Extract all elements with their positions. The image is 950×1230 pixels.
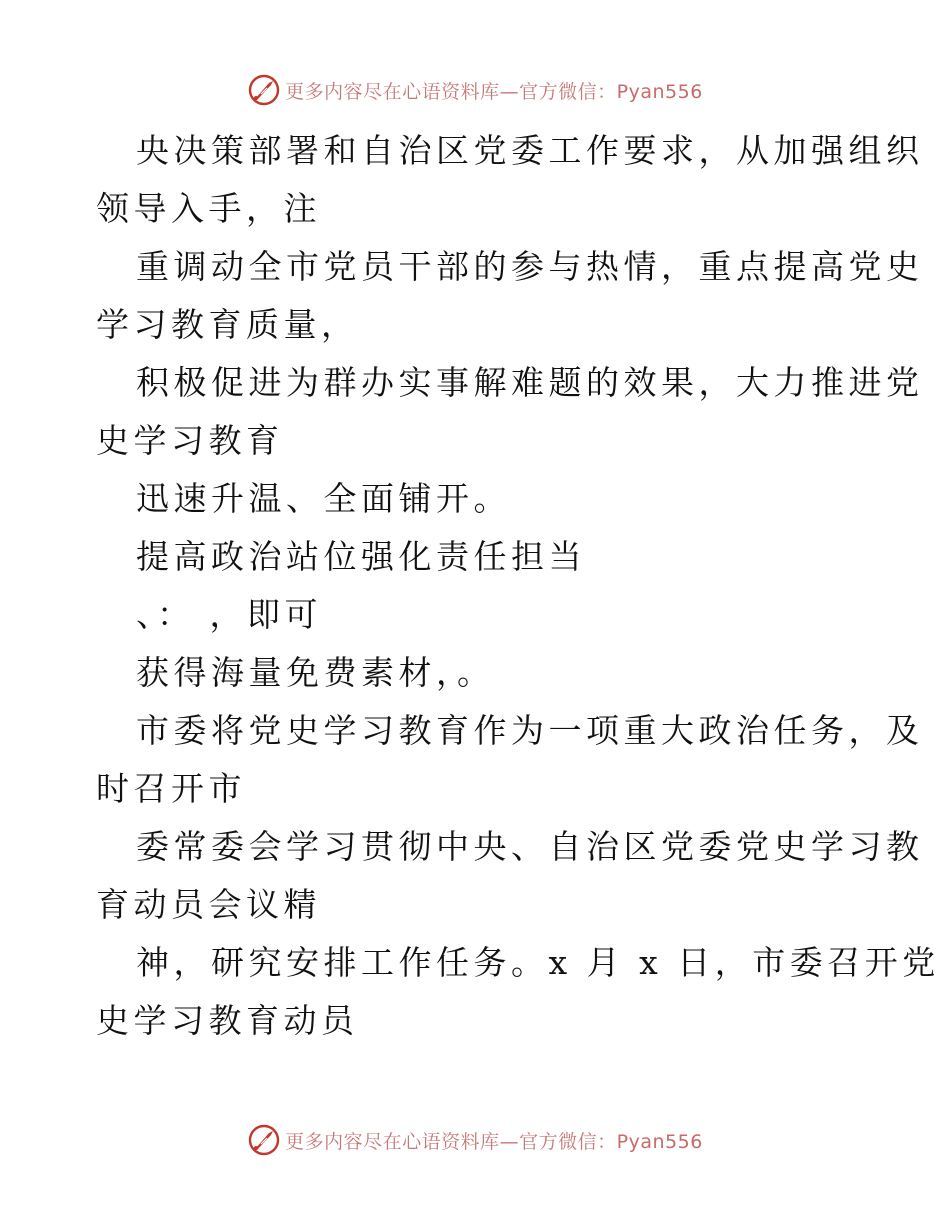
body-line: 、： ，即可: [136, 595, 322, 634]
footer-banner-wechat-id: Pyan556: [616, 1130, 703, 1153]
header-banner-wechat-id: Pyan556: [616, 80, 703, 103]
quill-pen-circle-icon: [247, 1123, 281, 1157]
body-line: 史学习教育动员: [96, 1001, 359, 1040]
body-line: 积极促进为群办实事解难题的效果，大力推进党: [136, 363, 924, 402]
body-line: 时召开市: [96, 769, 246, 808]
header-banner-cn: 更多内容尽在心语资料库—官方微信：: [285, 80, 617, 103]
document-body: [96, 122, 940, 1050]
body-line: 重调动全市党员干部的参与热情，重点提高党史: [136, 247, 924, 286]
quill-pen-circle-icon: [247, 73, 281, 107]
header-banner: [0, 68, 950, 112]
header-banner-text: [285, 77, 703, 104]
body-line: 神，研究安排工作任务。x 月 x 日，市委召开党: [136, 943, 940, 982]
body-line: 央决策部署和自治区党委工作要求，从加强组织: [136, 131, 924, 170]
body-line: 育动员会议精: [96, 885, 321, 924]
footer-banner: [0, 1118, 950, 1162]
footer-banner-text: [285, 1127, 703, 1154]
body-line: 提高政治站位强化责任担当: [136, 537, 586, 576]
body-line: 领导入手，注: [96, 189, 321, 228]
body-line: 学习教育质量，: [96, 305, 359, 344]
body-line: 市委将党史学习教育作为一项重大政治任务，及: [136, 711, 924, 750]
body-line: 史学习教育: [96, 421, 284, 460]
body-line: 获得海量免费素材，。: [136, 653, 495, 692]
body-line: 迅速升温、全面铺开。: [136, 479, 511, 518]
footer-banner-cn: 更多内容尽在心语资料库—官方微信：: [285, 1130, 617, 1153]
body-line: 委常委会学习贯彻中央、自治区党委党史学习教: [136, 827, 924, 866]
